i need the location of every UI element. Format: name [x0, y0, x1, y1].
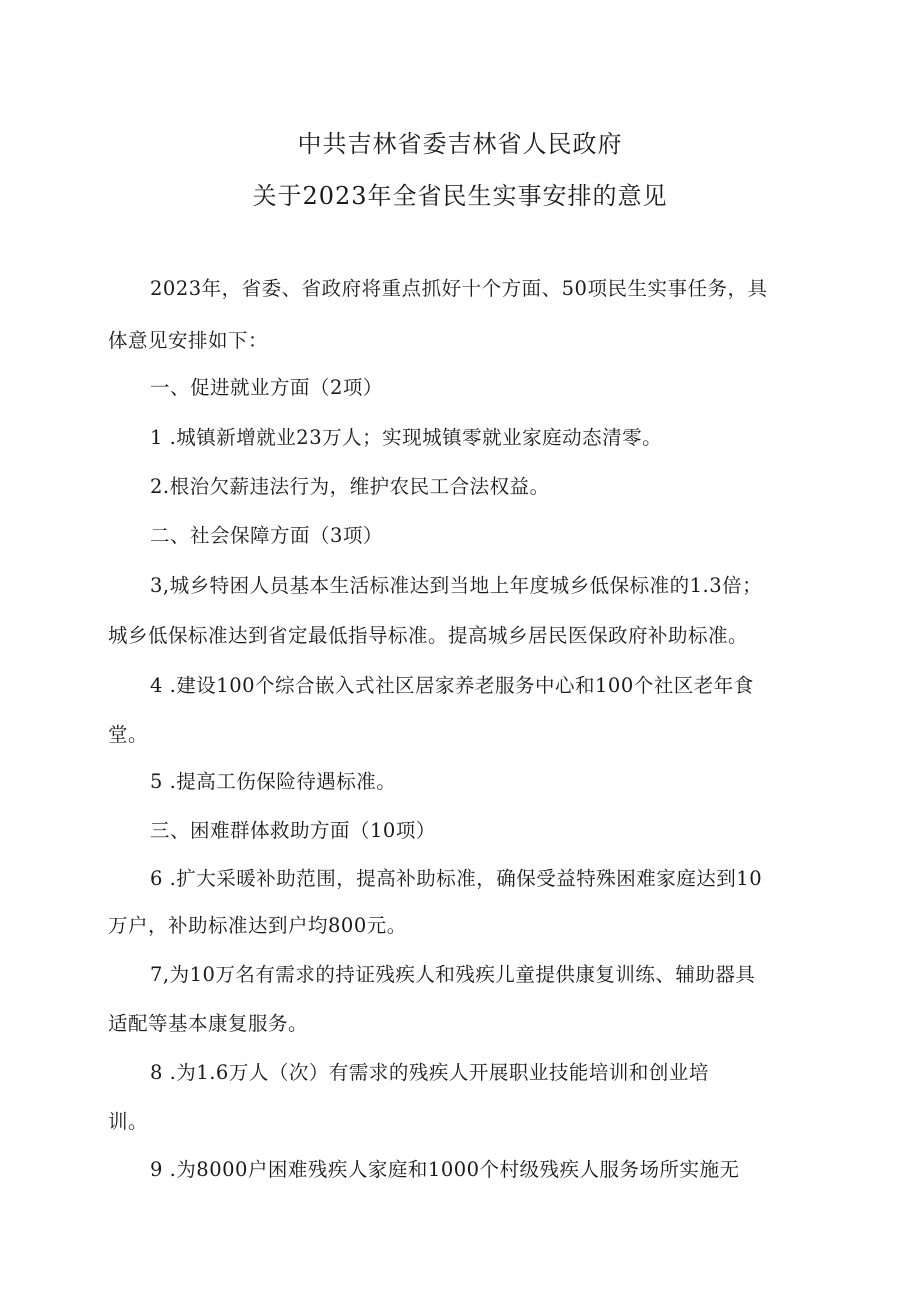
- section-heading-employment: 一、促进就业方面（2项）: [150, 376, 383, 399]
- item-8-line-2: 训。: [108, 1110, 149, 1133]
- item-5: 5 .提高工伤保险待遇标准。: [150, 770, 397, 793]
- item-1: 1 .城镇新增就业23万人；实现城镇零就业家庭动态清零。: [150, 426, 663, 449]
- item-6-line-2: 万户，补助标准达到户均800元。: [108, 914, 407, 937]
- item-3-line-2: 城乡低保标准达到省定最低指导标准。提高城乡居民医保政府补助标准。: [108, 624, 749, 647]
- item-4-line-1: 4 .建设100个综合嵌入式社区居家养老服务中心和100个社区老年食: [150, 674, 754, 697]
- item-6-line-1: 6 .扩大采暖补助范围，提高补助标准，确保受益特殊困难家庭达到10: [150, 867, 763, 890]
- intro-paragraph-line-2: 体意见安排如下：: [108, 329, 269, 352]
- item-7-line-2: 适配等基本康复服务。: [108, 1012, 309, 1035]
- item-7-line-1: 7,为10万名有需求的持证残疾人和残疾儿童提供康复训练、辅助器具: [150, 963, 756, 986]
- item-9-line-1: 9 .为8000户困难残疾人家庭和1000个村级残疾人服务场所实施无: [150, 1158, 740, 1181]
- item-8-line-1: 8 .为1.6万人（次）有需求的残疾人开展职业技能培训和创业培: [150, 1061, 709, 1084]
- document-title-line-1: 中共吉林省委吉林省人民政府: [297, 130, 623, 158]
- section-heading-social-security: 二、社会保障方面（3项）: [150, 524, 383, 547]
- intro-paragraph-line-1: 2023年，省委、省政府将重点抓好十个方面、50项民生实事任务，具: [150, 277, 768, 300]
- item-3-line-1: 3,城乡特困人员基本生活标准达到当地上年度城乡低保标准的1.3倍；: [150, 574, 763, 597]
- item-2: 2.根治欠薪违法行为，维护农民工合法权益。: [150, 475, 550, 498]
- document-title-line-2: 关于2023年全省民生实事安排的意见: [252, 182, 668, 210]
- item-4-line-2: 堂。: [108, 723, 149, 746]
- section-heading-assistance: 三、困难群体救助方面（10项）: [150, 819, 436, 842]
